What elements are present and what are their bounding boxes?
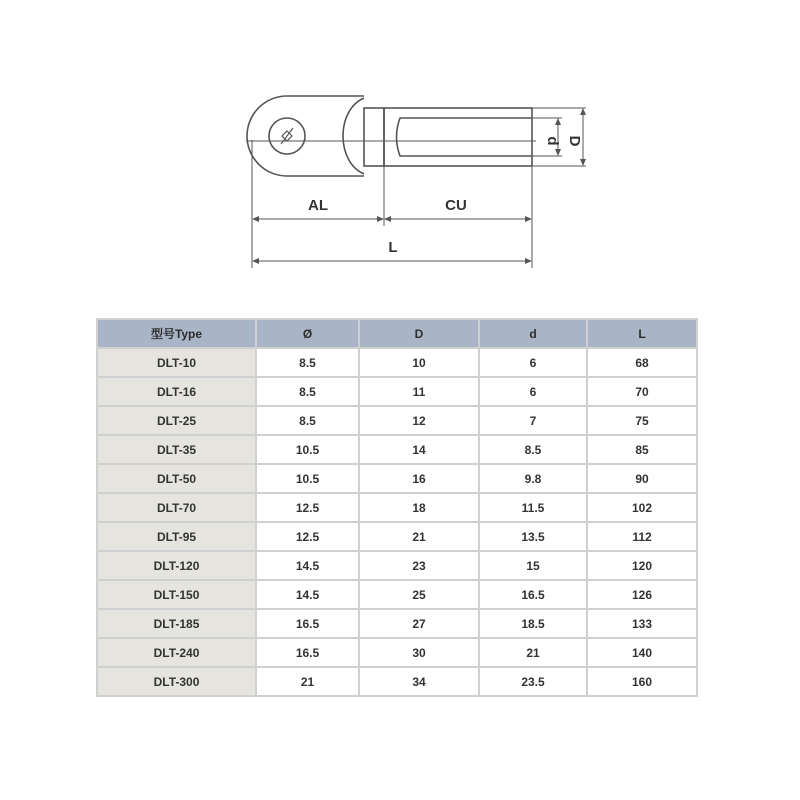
arrow-d-inner-top xyxy=(555,118,561,125)
cell-inner-diameter: 6 xyxy=(479,377,587,406)
cell-outer-diameter: 30 xyxy=(359,638,479,667)
cell-hole-diameter: 21 xyxy=(256,667,359,696)
arrow-l-right xyxy=(525,258,532,264)
cell-outer-diameter: 10 xyxy=(359,348,479,377)
label-l: L xyxy=(388,239,398,256)
cell-length: 75 xyxy=(587,406,697,435)
header-length: L xyxy=(587,319,697,348)
cu-barrel xyxy=(384,108,532,166)
arrow-cu-right xyxy=(525,216,532,222)
cell-hole-diameter: 8.5 xyxy=(256,406,359,435)
cell-type: DLT-185 xyxy=(97,609,256,638)
arrow-d-outer-bottom xyxy=(580,159,586,166)
cell-type: DLT-16 xyxy=(97,377,256,406)
table-row xyxy=(97,609,697,638)
cell-type: DLT-35 xyxy=(97,435,256,464)
cell-hole-diameter: 12.5 xyxy=(256,493,359,522)
header-inner-diameter: d xyxy=(479,319,587,348)
cell-hole-diameter: 16.5 xyxy=(256,638,359,667)
arrow-l-left xyxy=(252,258,259,264)
cell-length: 102 xyxy=(587,493,697,522)
cell-length: 160 xyxy=(587,667,697,696)
spec-header-row xyxy=(97,319,697,348)
label-al: AL xyxy=(308,197,328,214)
cell-hole-diameter: 16.5 xyxy=(256,609,359,638)
label-d-outer: D xyxy=(566,135,583,147)
cell-type: DLT-300 xyxy=(97,667,256,696)
cell-outer-diameter: 27 xyxy=(359,609,479,638)
cell-outer-diameter: 18 xyxy=(359,493,479,522)
table-row xyxy=(97,464,697,493)
cell-length: 85 xyxy=(587,435,697,464)
cell-type: DLT-70 xyxy=(97,493,256,522)
table-row xyxy=(97,551,697,580)
cell-hole-diameter: 14.5 xyxy=(256,551,359,580)
cell-inner-diameter: 21 xyxy=(479,638,587,667)
cu-bore xyxy=(397,118,533,156)
table-row xyxy=(97,435,697,464)
arrow-d-inner-bottom xyxy=(555,149,561,156)
label-d-inner: d xyxy=(544,136,561,146)
cell-inner-diameter: 13.5 xyxy=(479,522,587,551)
cell-length: 112 xyxy=(587,522,697,551)
cell-type: DLT-95 xyxy=(97,522,256,551)
cell-hole-diameter: 14.5 xyxy=(256,580,359,609)
arrow-al-left xyxy=(252,216,259,222)
arrow-al-right xyxy=(377,216,384,222)
cell-hole-diameter: 12.5 xyxy=(256,522,359,551)
table-row xyxy=(97,377,697,406)
cell-outer-diameter: 34 xyxy=(359,667,479,696)
table-row xyxy=(97,580,697,609)
cell-outer-diameter: 16 xyxy=(359,464,479,493)
cell-inner-diameter: 18.5 xyxy=(479,609,587,638)
header-outer-diameter: D xyxy=(359,319,479,348)
cell-length: 140 xyxy=(587,638,697,667)
cell-length: 68 xyxy=(587,348,697,377)
cell-outer-diameter: 25 xyxy=(359,580,479,609)
cell-length: 90 xyxy=(587,464,697,493)
cell-type: DLT-10 xyxy=(97,348,256,377)
arrow-d-outer-top xyxy=(580,108,586,115)
cell-inner-diameter: 7 xyxy=(479,406,587,435)
cell-inner-diameter: 23.5 xyxy=(479,667,587,696)
cell-outer-diameter: 11 xyxy=(359,377,479,406)
header-type: 型号Type xyxy=(97,319,256,348)
table-row xyxy=(97,493,697,522)
cell-hole-diameter: 10.5 xyxy=(256,435,359,464)
lug-technical-drawing xyxy=(0,0,800,300)
cell-inner-diameter: 8.5 xyxy=(479,435,587,464)
cell-type: DLT-240 xyxy=(97,638,256,667)
cell-type: DLT-50 xyxy=(97,464,256,493)
cell-hole-diameter: 8.5 xyxy=(256,348,359,377)
cell-hole-diameter: 8.5 xyxy=(256,377,359,406)
cell-inner-diameter: 9.8 xyxy=(479,464,587,493)
table-row xyxy=(97,638,697,667)
table-row xyxy=(97,522,697,551)
cell-inner-diameter: 15 xyxy=(479,551,587,580)
cell-inner-diameter: 11.5 xyxy=(479,493,587,522)
cell-outer-diameter: 23 xyxy=(359,551,479,580)
arrow-cu-left xyxy=(384,216,391,222)
label-cu: CU xyxy=(445,197,467,214)
cell-length: 120 xyxy=(587,551,697,580)
spec-table xyxy=(96,318,698,697)
joint-collar xyxy=(364,108,384,166)
cell-inner-diameter: 6 xyxy=(479,348,587,377)
cell-outer-diameter: 21 xyxy=(359,522,479,551)
cell-type: DLT-120 xyxy=(97,551,256,580)
cell-length: 126 xyxy=(587,580,697,609)
cell-type: DLT-150 xyxy=(97,580,256,609)
header-hole-diameter: Ø xyxy=(256,319,359,348)
cell-length: 133 xyxy=(587,609,697,638)
table-row xyxy=(97,406,697,435)
cell-hole-diameter: 10.5 xyxy=(256,464,359,493)
al-notch-curve xyxy=(343,98,364,174)
cell-type: DLT-25 xyxy=(97,406,256,435)
cell-inner-diameter: 16.5 xyxy=(479,580,587,609)
table-row xyxy=(97,667,697,696)
table-row xyxy=(97,348,697,377)
cell-length: 70 xyxy=(587,377,697,406)
cell-outer-diameter: 14 xyxy=(359,435,479,464)
cell-outer-diameter: 12 xyxy=(359,406,479,435)
